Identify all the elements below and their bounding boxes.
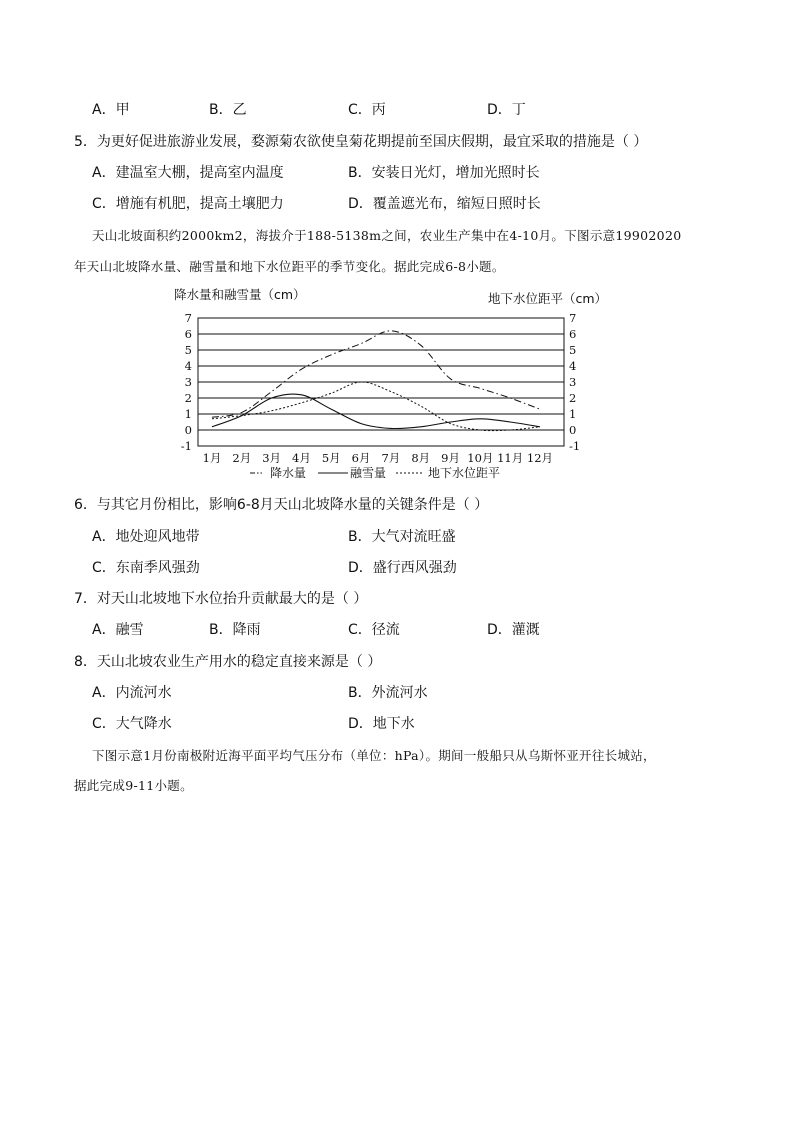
q5-option-d: D．覆盖遮光布，缩短日照时长 [348, 196, 541, 212]
q5-option-b: B．安装日光灯，增加光照时长 [348, 165, 540, 181]
x-tick-label: 7月 [381, 451, 401, 465]
q7-option-b: B．降雨 [209, 622, 261, 638]
x-tick-label: 5月 [321, 451, 341, 465]
x-tick-label: 10月 [467, 451, 494, 465]
y-tick-label-left: 3 [184, 375, 192, 389]
q4-option-c: C．丙 [348, 102, 386, 118]
left-axis-label: 降水量和融雪量（cm） [174, 287, 306, 302]
q4-option-b: B．乙 [209, 102, 247, 118]
right-axis-label: 地下水位距平（cm） [488, 291, 608, 306]
q6-stem: 6．与其它月份相比，影响6-8月天山北坡降水量的关键条件是（ ） [74, 497, 489, 513]
x-tick-label: 8月 [411, 451, 431, 465]
y-tick-label-right: 0 [569, 423, 577, 437]
q6-option-a: A．地处迎风地带 [92, 529, 200, 545]
series-line-precipitation [212, 331, 540, 417]
q4-option-a: A．甲 [92, 102, 130, 118]
x-tick-label: 3月 [262, 451, 282, 465]
y-tick-label-right: 7 [569, 311, 577, 325]
y-tick-label-right: 2 [569, 391, 577, 405]
precip-snowmelt-groundwater-chart [170, 282, 620, 487]
x-tick-label: 2月 [232, 451, 252, 465]
y-tick-label-right: 3 [569, 375, 577, 389]
y-tick-label-left: 5 [184, 343, 192, 357]
q8-option-a: A．内流河水 [92, 685, 172, 701]
x-tick-label: 9月 [441, 451, 460, 465]
y-tick-label-right: 6 [569, 327, 577, 341]
x-tick-label: 1月 [202, 451, 222, 465]
x-tick-label: 12月 [526, 451, 554, 465]
series-line-groundwater [212, 382, 540, 431]
passage1-line1: 天山北坡面积约2000km2，海拔介于188-5138m之间，农业生产集中在4-10月。下图示意19902020 [92, 228, 682, 243]
q7-option-d: D．灌溉 [487, 622, 540, 638]
x-tick-label: 11月 [497, 451, 524, 465]
x-tick-label: 4月 [292, 451, 311, 465]
passage2-line2: 据此完成9-11小题。 [74, 778, 193, 793]
q7-option-c: C．径流 [348, 622, 400, 638]
y-tick-label-left: 1 [184, 407, 192, 421]
passage2-line1: 下图示意1月份南极附近海平面平均气压分布（单位：hPa）。期间一般船只从乌斯怀亚开往长城站， [92, 748, 656, 763]
y-tick-label-left: 2 [184, 391, 192, 405]
q6-option-b: B．大气对流旺盛 [348, 529, 456, 545]
y-tick-label-right: -1 [569, 439, 581, 453]
y-tick-label-right: 1 [569, 407, 577, 421]
y-tick-label-left: 7 [184, 311, 192, 325]
q6-option-d: D．盛行西风强劲 [348, 560, 457, 576]
q8-stem: 8．天山北坡农业生产用水的稳定直接来源是（ ） [74, 654, 382, 670]
q5-option-c: C．增施有机肥，提高土壤肥力 [92, 196, 284, 212]
q8-option-d: D．地下水 [348, 716, 415, 732]
q7-option-a: A．融雪 [92, 622, 144, 638]
legend-label-groundwater: 地下水位距平 [428, 466, 501, 480]
q5-option-a: A．建温室大棚，提高室内温度 [92, 165, 284, 181]
y-tick-label-left: 0 [184, 423, 192, 437]
legend-label-snowmelt: 融雪量 [350, 466, 387, 480]
y-tick-label-left: 4 [184, 359, 192, 373]
legend-label-precipitation: 降水量 [270, 466, 307, 480]
q4-option-d: D．丁 [487, 102, 526, 118]
q6-option-c: C．东南季风强劲 [92, 560, 200, 576]
y-tick-label-left: -1 [180, 439, 192, 453]
q5-stem: 5．为更好促进旅游业发展，婺源菊农欲使皇菊花期提前至国庆假期，最宜采取的措施是（ ） [74, 134, 648, 150]
q8-option-b: B．外流河水 [348, 685, 428, 701]
y-tick-label-left: 6 [184, 327, 192, 341]
x-tick-label: 6月 [351, 451, 371, 465]
q8-option-c: C．大气降水 [92, 716, 172, 732]
y-tick-label-right: 5 [569, 343, 577, 357]
passage1-line2: 年天山北坡降水量、融雪量和地下水位距平的季节变化。据此完成6-8小题。 [74, 259, 505, 274]
q7-stem: 7．对天山北坡地下水位抬升贡献最大的是（ ） [74, 591, 368, 607]
y-tick-label-right: 4 [569, 359, 577, 373]
